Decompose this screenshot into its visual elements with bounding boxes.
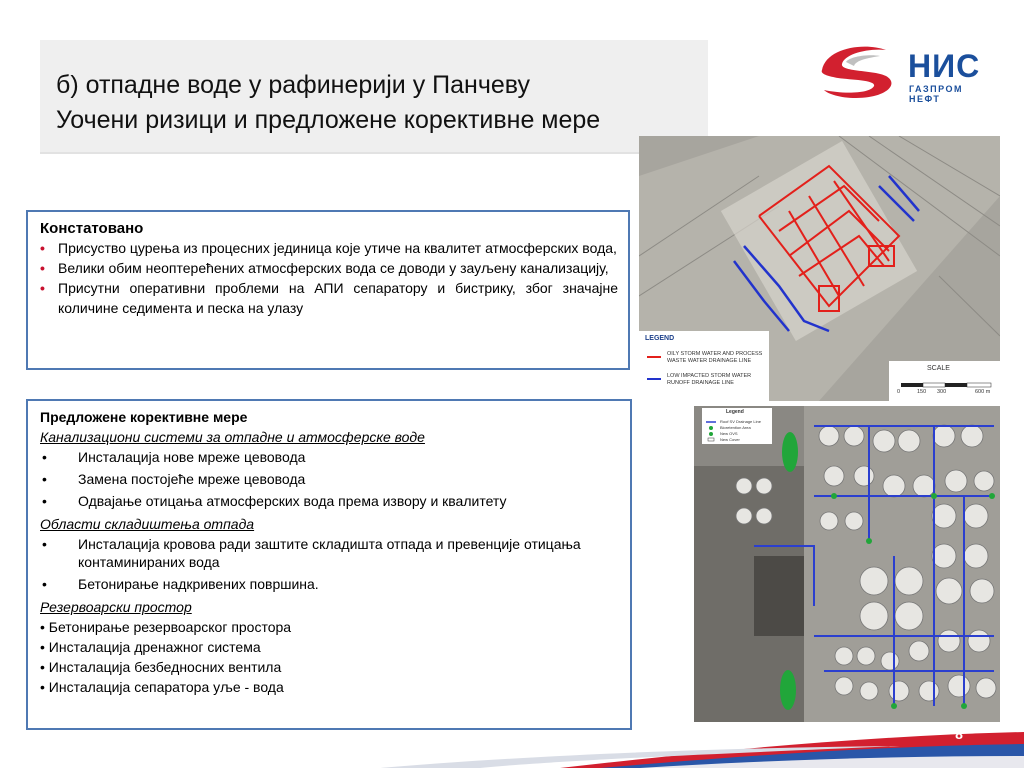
findings-item: • Присуство цурења из процесних јединица које утиче на квалитет атмосферских вода, bbox=[40, 240, 617, 256]
bullet-icon: • bbox=[40, 240, 45, 256]
measures-box bbox=[26, 399, 632, 730]
map1-scale-title: SCALE bbox=[927, 365, 950, 372]
findings-item: • Присутни оперативни проблеми на АПИ сепаратору и бистрику, због значајне количине седимента и песка на улазу bbox=[40, 280, 618, 316]
logo-subtitle: ГАЗПРОМ НЕФТ bbox=[909, 84, 964, 104]
measure-item: • Инсталација сепаратора уље - вода bbox=[40, 679, 284, 695]
bullet-icon: • bbox=[40, 260, 45, 276]
map2-legend-item: New OVS bbox=[720, 431, 738, 436]
map2-legend-item: Bioretention Area bbox=[720, 425, 751, 430]
title-bar bbox=[40, 40, 708, 154]
findings-item: • Велики обим неоптерећених атмосферских вода се доводи у зауљену канализацију, bbox=[40, 260, 609, 276]
measure-item: • Бетонирање надкривених површина. bbox=[42, 576, 319, 592]
bullet-icon: • bbox=[42, 576, 47, 592]
map1-legend-blue: LOW IMPACTED STORM WATER RUNOFF DRAINAGE LINE bbox=[667, 373, 752, 386]
page-title-line-2: Уочени ризици и предложене корективне мере bbox=[56, 106, 601, 134]
measure-item: • Инсталација кровова ради заштите складишта отпада и превенције отицања контаминираних вода bbox=[42, 536, 581, 570]
bullet-icon: • bbox=[42, 449, 47, 465]
page-title-line-1: б) отпадне воде у рафинерији у Панчеву bbox=[56, 71, 530, 99]
bullet-icon: • bbox=[40, 280, 45, 296]
findings-box bbox=[26, 210, 630, 370]
section-title-tank-area: Резервоарски простор bbox=[40, 599, 192, 615]
measures-heading: Предложене корективне мере bbox=[40, 409, 248, 425]
measure-item: • Инсталација нове мреже цевовода bbox=[42, 449, 306, 465]
map1-scale-tick: 150 bbox=[917, 389, 927, 395]
logo-name: НИС bbox=[908, 48, 981, 84]
logo-swirl-icon bbox=[816, 40, 906, 102]
map2-legend-item: New Cover bbox=[720, 437, 740, 442]
bullet-icon: • bbox=[42, 536, 47, 552]
bullet-icon: • bbox=[42, 493, 47, 509]
measure-item: • Инсталација дренажног система bbox=[40, 639, 261, 655]
measure-item: • Замена постојеће мреже цевовода bbox=[42, 471, 306, 487]
map1-scale-tick: 0 bbox=[897, 389, 901, 395]
page-number: 8 bbox=[955, 726, 963, 742]
section-title-sewer: Канализациони системи за отпадне и атмосферске воде bbox=[40, 429, 425, 445]
refinery-drainage-map bbox=[639, 136, 1000, 401]
measure-item: • Одвајање отицања атмосферских вода према извору и квалитету bbox=[42, 493, 507, 509]
map2-legend-item: Roof SV Drainage Line bbox=[720, 419, 761, 424]
measure-item: • Бетонирање резервоарског простора bbox=[40, 619, 292, 635]
tank-area-map bbox=[694, 406, 1000, 722]
bullet-icon: • bbox=[42, 471, 47, 487]
findings-heading: Констатовано bbox=[40, 220, 144, 237]
nis-logo bbox=[816, 40, 996, 102]
measure-item: • Инсталација безбедносних вентила bbox=[40, 659, 282, 675]
map1-legend-red: OILY STORM WATER AND PROCESS WASTE WATER DRAINAGE LINE bbox=[667, 351, 763, 364]
section-title-waste-storage: Области складиштења отпада bbox=[40, 516, 255, 532]
map2-legend-title: Legend bbox=[726, 409, 744, 415]
footer-swoosh-icon bbox=[0, 712, 1024, 768]
map1-scale-tick: 300 bbox=[937, 389, 947, 395]
map1-legend-title: LEGEND bbox=[645, 335, 675, 342]
map1-scale-tick: 600 m bbox=[975, 389, 991, 395]
